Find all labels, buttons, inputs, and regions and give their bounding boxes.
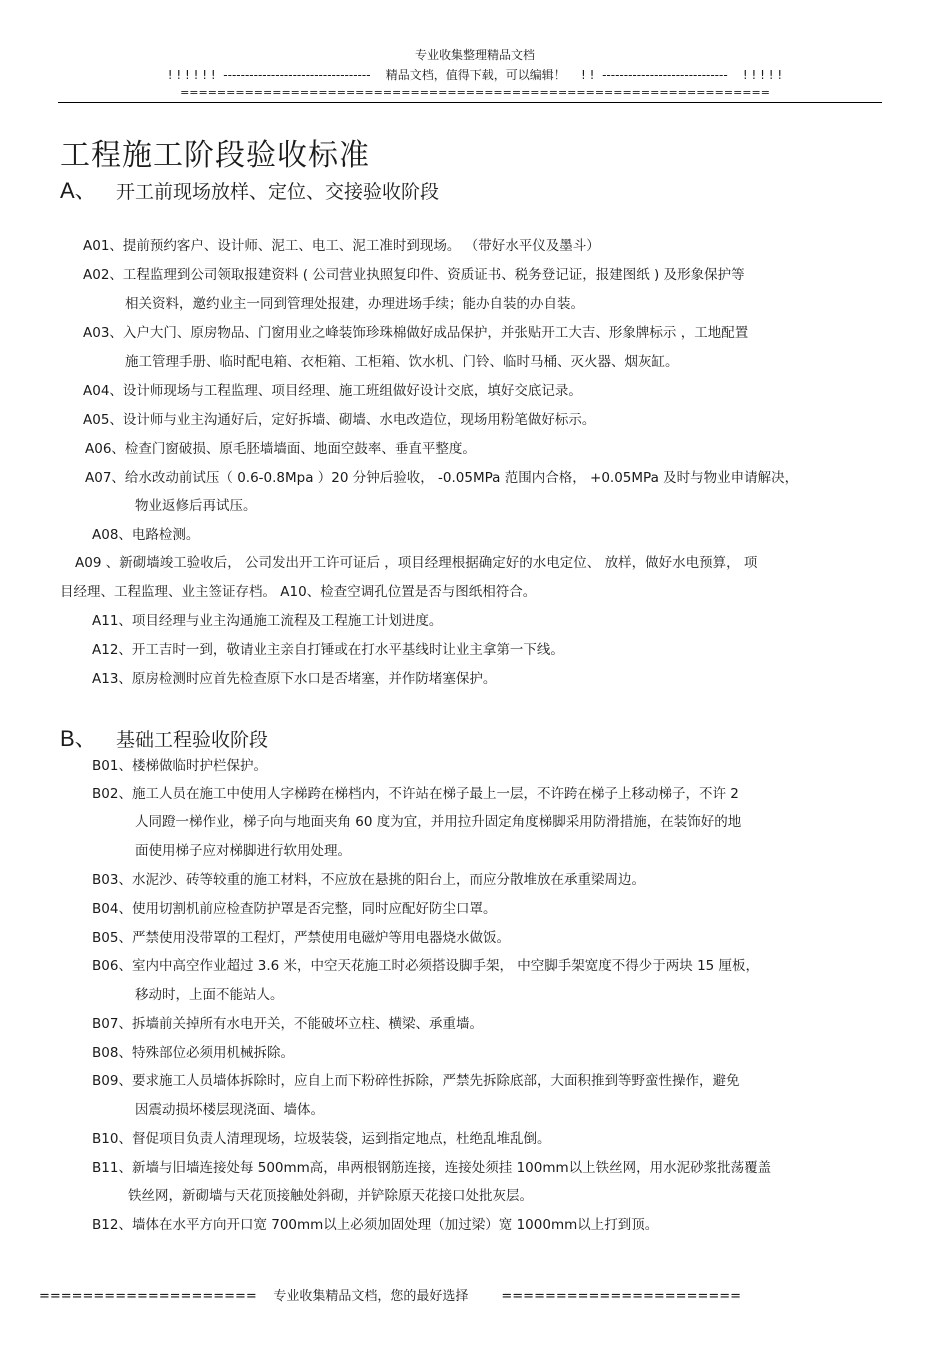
item-a09: A09 、新砌墙竣工验收后， 公司发出开工许可证后 ，项目经理根据确定好的水电定位、 放样，做好水电预算， 项 bbox=[75, 555, 758, 571]
header-banner: ! ! ! ! ! ! ---------------------------------- 精品文档，值得下载，可以编辑！ ! ! ----------------------------- ! ! ! ! ! bbox=[167, 68, 783, 82]
item-a09-a10: 目经理、工程监理、业主签证存档。 A10、检查空调孔位置是否与图纸相符合。 bbox=[60, 584, 537, 600]
item-b09-cont: 因震动损坏楼层现浇面、墙体。 bbox=[135, 1102, 324, 1118]
item-a11: A11、项目经理与业主沟通施工流程及工程施工计划进度。 bbox=[92, 613, 443, 629]
item-b01: B01、楼梯做临时护栏保护。 bbox=[92, 758, 267, 774]
section-b-title: 基础工程验收阶段 bbox=[116, 729, 269, 751]
item-b12: B12、墙体在水平方向开口宽 700mm以上必须加固处理（加过梁）宽 1000mm以上打到顶。 bbox=[92, 1217, 659, 1233]
item-b06: B06、室内中高空作业超过 3.6 米，中空天花施工时必须搭设脚手架， 中空脚手架宽度不得少于两块 15 厘板， bbox=[92, 958, 760, 974]
section-b-heading bbox=[60, 722, 268, 753]
item-b02-cont1: 人同蹬一梯作业，梯子向与地面夹角 60 度为宜，并用拉升固定角度梯脚采用防滑措施，在装饰好的地 bbox=[135, 814, 742, 830]
item-b10: B10、督促项目负责人清理现场，垃圾装袋，运到指定地点，杜绝乱堆乱倒。 bbox=[92, 1131, 551, 1147]
item-b07: B07、拆墙前关掉所有水电开关，不能破坏立柱、横梁、承重墙。 bbox=[92, 1016, 483, 1032]
item-a03: A03、入户大门、原房物品、门窗用业之峰装饰珍珠棉做好成品保护，并张贴开工大吉、形象牌标示 ，工地配置 bbox=[83, 325, 749, 341]
header-rule bbox=[58, 102, 882, 103]
item-b11-cont: 铁丝网，新砌墙与天花顶接触处斜砌，并铲除原天花接口处批灰层。 bbox=[128, 1188, 533, 1204]
item-a07: A07、给水改动前试压（ 0.6-0.8Mpa ）20 分钟后验收， -0.05MPa 范围内合格， +0.05MPa 及时与物业申请解决， bbox=[85, 470, 799, 486]
item-a04: A04、设计师现场与工程监理、项目经理、施工班组做好设计交底，填好交底记录。 bbox=[83, 383, 582, 399]
item-a02: A02、工程监理到公司领取报建资料 ( 公司营业执照复印件、资质证书、税务登记证，报建图纸 ) 及形象保护等 bbox=[83, 267, 745, 283]
section-a-heading bbox=[60, 174, 439, 205]
item-a12: A12、开工吉时一到，敬请业主亲自打锤或在打水平基线时让业主拿第一下线。 bbox=[92, 642, 564, 658]
item-a05: A05、设计师与业主沟通好后，定好拆墙、砌墙、水电改造位，现场用粉笔做好标示。 bbox=[83, 412, 596, 428]
item-b06-cont: 移动时，上面不能站人。 bbox=[135, 987, 284, 1003]
item-a06: A06、检查门窗破损、原毛胚墙墙面、地面空鼓率、垂直平整度。 bbox=[85, 441, 476, 457]
section-a-title: 开工前现场放样、定位、交接验收阶段 bbox=[116, 181, 440, 203]
item-a07-cont: 物业返修后再试压。 bbox=[135, 498, 257, 514]
item-b02: B02、施工人员在施工中使用人字梯跨在梯档内，不许站在梯子最上一层，不许跨在梯子上移动梯子，不许 2 bbox=[92, 786, 739, 802]
document-title: 工程施工阶段验收标准 bbox=[60, 138, 370, 173]
item-a02-cont: 相关资料，邀约业主一同到管理处报建，办理进场手续；能办自装的办自装。 bbox=[125, 296, 584, 312]
section-b-letter: B、 bbox=[60, 726, 97, 751]
item-b03: B03、水泥沙、砖等较重的施工材料，不应放在悬挑的阳台上，而应分散堆放在承重梁周边。 bbox=[92, 872, 645, 888]
item-a03-cont: 施工管理手册、临时配电箱、衣柜箱、工柜箱、饮水机、门铃、临时马桶、灭火器、烟灰缸。 bbox=[125, 354, 679, 370]
item-a08: A08、电路检测。 bbox=[92, 527, 200, 543]
item-b05: B05、严禁使用没带罩的工程灯，严禁使用电磁炉等用电器烧水做饭。 bbox=[92, 930, 510, 946]
item-b02-cont2: 面使用梯子应对梯脚进行软用处理。 bbox=[135, 843, 351, 859]
section-a-letter: A、 bbox=[60, 178, 97, 203]
item-b08: B08、特殊部位必须用机械拆除。 bbox=[92, 1045, 294, 1061]
item-b04: B04、使用切割机前应检查防护罩是否完整，同时应配好防尘口罩。 bbox=[92, 901, 497, 917]
item-a01: A01、提前预约客户、设计师、泥工、电工、泥工准时到现场。 （带好水平仪及墨斗） bbox=[83, 238, 600, 254]
header-title: 专业收集整理精品文档 bbox=[414, 48, 535, 62]
item-a13: A13、原房检测时应首先检查原下水口是否堵塞，并作防堵塞保护。 bbox=[92, 671, 497, 687]
item-b11: B11、新墙与旧墙连接处每 500mm高，串两根钢筋连接，连接处须挂 100mm以上铁丝网，用水泥砂浆批荡覆盖 bbox=[92, 1160, 772, 1176]
item-b09: B09、要求施工人员墙体拆除时，应自上而下粉碎性拆除，严禁先拆除底部，大面积推到等野蛮性操作，避免 bbox=[92, 1073, 740, 1089]
page-footer: ==================== 专业收集精品文档，您的最好选择 ====================== bbox=[38, 1289, 742, 1304]
header-separator: ================================================================ bbox=[180, 86, 770, 99]
